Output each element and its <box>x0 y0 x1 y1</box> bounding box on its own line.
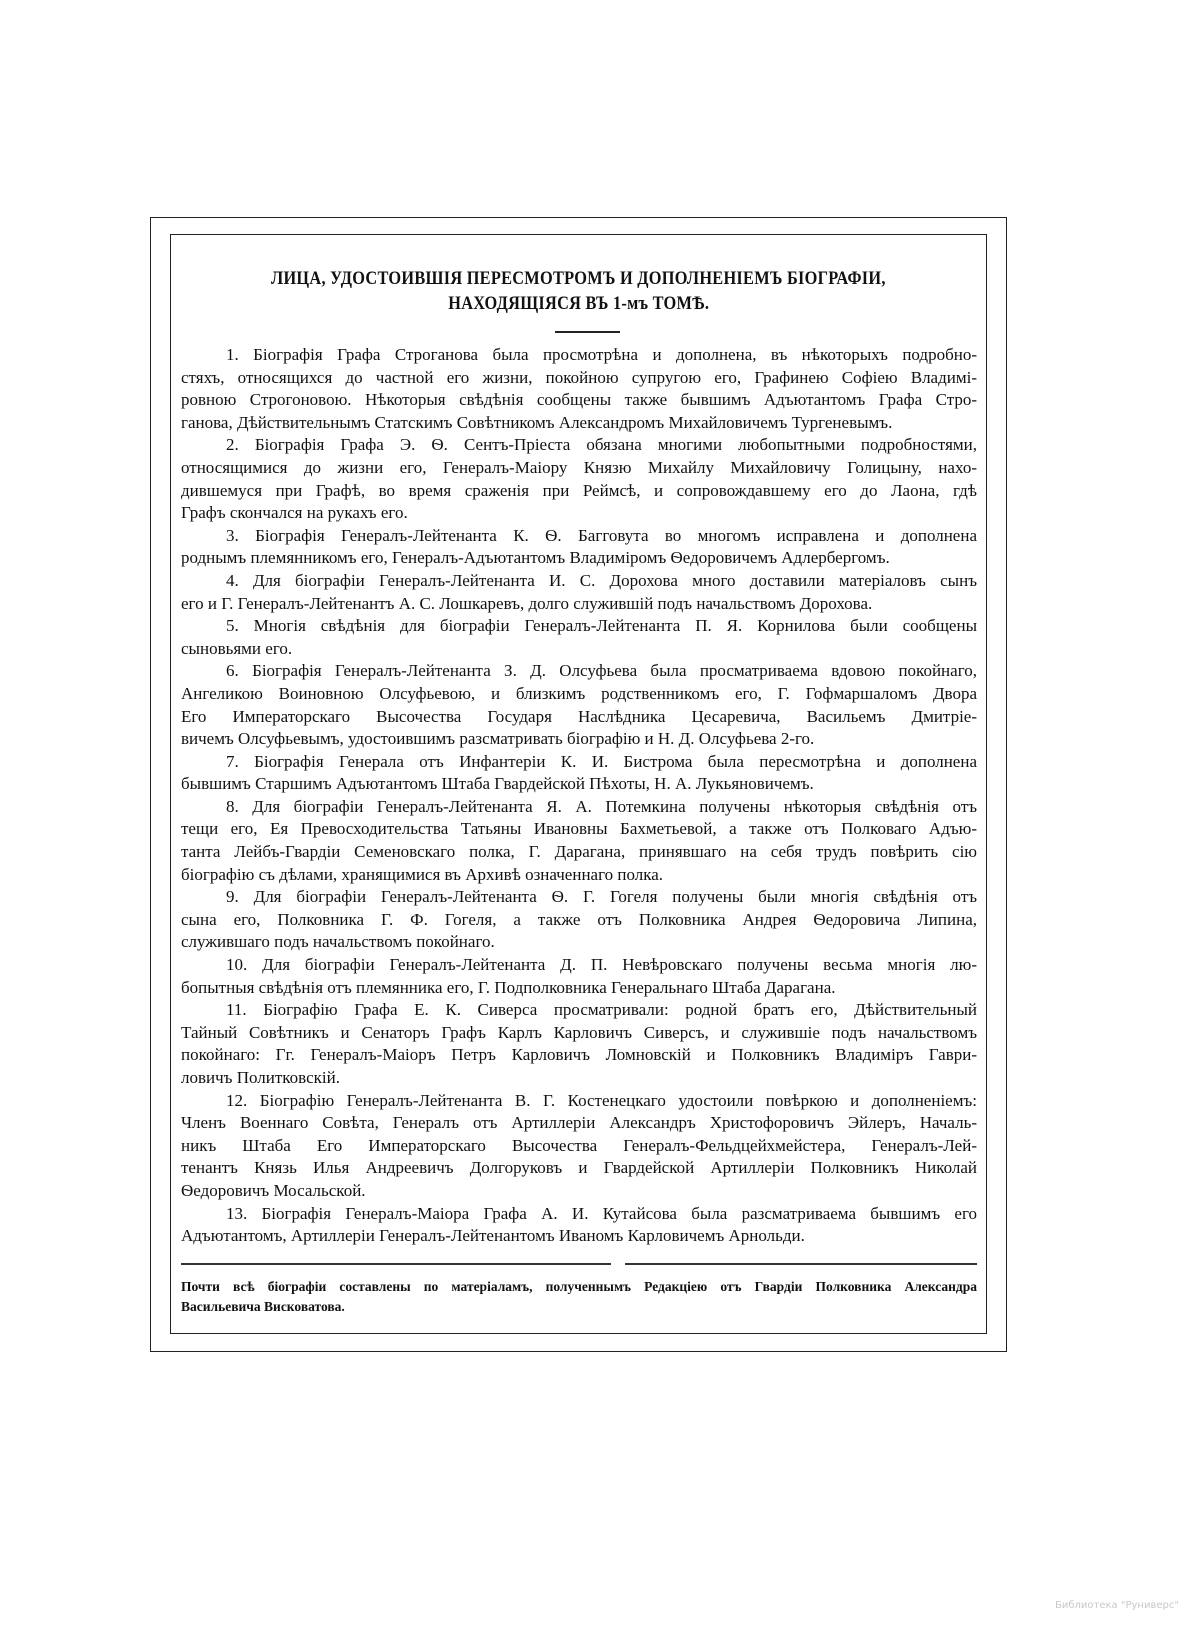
paragraph-line: 13. Біографія Генералъ-Маіора Графа А. И. Кутайсова была разсматриваема бывшимъ его <box>226 1203 977 1223</box>
paragraph-13 <box>181 1203 977 1248</box>
paragraph-line: относящимися до жизни его, Генералъ-Маіору Князю Михайлу Михайловичу Голицыну, нахо- <box>181 457 977 477</box>
paragraph-2 <box>181 434 977 524</box>
footer-divider-left <box>181 1263 611 1265</box>
paragraph-line: тещи его, Ея Превосходительства Татьяны Ивановны Бахметьевой, а также отъ Полковаго Адъю- <box>181 819 977 839</box>
paragraph-line: 10. Для біографіи Генералъ-Лейтенанта Д. П. Невѣровскаго получены весьма многія лю- <box>226 955 977 975</box>
footnote <box>181 1277 977 1317</box>
paragraph-line: его и Г. Генералъ-Лейтенантъ А. С. Лошкаревъ, долго служившій подъ начальствомъ Дорохова. <box>181 593 873 613</box>
paragraph-line: 1. Біографія Графа Строганова была просмотрѣна и дополнена, въ нѣкоторыхъ подробно- <box>226 345 977 364</box>
paragraph-3 <box>181 525 977 570</box>
paragraph-line: 12. Біографію Генералъ-Лейтенанта В. Г. Костенецкаго удостоили повѣркою и дополненіемъ: <box>226 1090 977 1110</box>
paragraph-line: 4. Для біографіи Генералъ-Лейтенанта И. С. Дорохова много доставили матеріаловъ сынъ <box>226 570 977 590</box>
page-title-line-1 <box>170 268 987 290</box>
paragraph-line: 11. Біографію Графа Е. К. Сиверса просматривали: родной братъ его, Дѣйствительный <box>226 1000 977 1020</box>
paragraph-line: Его Императорскаго Высочества Государя Наслѣдника Цесаревича, Васильемъ Дмитріе- <box>181 706 977 726</box>
paragraph-4 <box>181 570 977 615</box>
paragraph-line: вичемъ Олсуфьевымъ, удостоившимъ разсматривать біографію и Н. Д. Олсуфьева 2-го. <box>181 729 815 749</box>
paragraph-12 <box>181 1090 977 1203</box>
paragraph-line: дившемуся при Графѣ, во время сраженія при Реймсѣ, и сопровождавшему его до Лаона, гдѣ <box>181 480 977 500</box>
paragraph-9 <box>181 886 977 954</box>
paragraph-line: сына его, Полковника Г. Ф. Гогеля, а также отъ Полковника Андрея Ѳедоровича Липина, <box>181 909 977 929</box>
paragraph-6 <box>181 660 977 750</box>
paragraph-line: 7. Біографія Генерала отъ Инфантеріи К. И. Бистрома была пересмотрѣна и дополнена <box>226 751 977 771</box>
paragraph-line: 9. Для біографіи Генералъ-Лейтенанта Ѳ. Г. Гогеля получены были многія свѣдѣнія отъ <box>226 887 977 907</box>
paragraph-line: Графъ скончался на рукахъ его. <box>181 503 408 523</box>
paragraph-7 <box>181 751 977 796</box>
page-title-line-2 <box>170 293 987 315</box>
paragraph-line: покойнаго: Гг. Генералъ-Маіоръ Петръ Карловичъ Ломновскій и Полковникъ Владиміръ Гаври- <box>181 1045 977 1065</box>
document-body <box>181 344 977 1248</box>
paragraph-line: 2. Біографія Графа Э. Ѳ. Сентъ-Пріеста обязана многими любопытными подробностями, <box>226 435 977 455</box>
title-text-2: НАХОДЯЩІЯСЯ ВЪ 1-мъ ТОМѢ. <box>447 293 710 314</box>
title-divider <box>555 331 620 333</box>
paragraph-line: тенантъ Князь Илья Андреевичъ Долгоруковъ и Гвардейской Артиллеріи Полковникъ Николай <box>181 1158 977 1178</box>
paragraph-line: Тайный Совѣтникъ и Сенаторъ Графъ Карлъ Карловичъ Сиверсъ, и служившіе подъ начальствомъ <box>181 1022 977 1042</box>
paragraph-line: Адъютантомъ, Артиллеріи Генералъ-Лейтенантомъ Иваномъ Карловичемъ Арнольди. <box>181 1226 805 1246</box>
paragraph-line: сыновьями его. <box>181 638 293 658</box>
paragraph-line: 6. Біографія Генералъ-Лейтенанта З. Д. Олсуфьева была просматриваема вдовою покойнаго, <box>226 661 977 681</box>
footnote-line: Васильевича Висковатова. <box>181 1299 345 1314</box>
paragraph-line: ганова, Дѣйствительнымъ Статскимъ Совѣтникомъ Александромъ Михайловичемъ Тургеневымъ. <box>181 412 893 432</box>
paragraph-5 <box>181 615 977 660</box>
paragraph-line: бывшимъ Старшимъ Адъютантомъ Штаба Гвардейской Пѣхоты, Н. А. Лукьяновичемъ. <box>181 774 814 794</box>
paragraph-line: ровною Строгоновою. Нѣкоторыя свѣдѣнія сообщены также бывшимъ Адъютантомъ Графа Стро- <box>181 390 977 410</box>
footer-divider-right <box>625 1263 977 1265</box>
paragraph-line: служившаго подъ начальствомъ покойнаго. <box>181 932 495 952</box>
paragraph-line: ловичъ Политковскій. <box>181 1068 340 1087</box>
paragraph-line: Ѳедоровичъ Мосальской. <box>181 1180 366 1200</box>
paragraph-line: 3. Біографія Генералъ-Лейтенанта К. Ѳ. Багговута во многомъ исправлена и дополнена <box>226 525 977 545</box>
paragraph-line: танта Лейбъ-Гвардіи Семеновскаго полка, Г. Дарагана, принявшаго на себя трудъ повѣрить сію <box>181 842 977 862</box>
paragraph-line: стяхъ, относящихся до частной его жизни, покойною супругою его, Графинею Софіею Владимі- <box>181 367 977 387</box>
paragraph-line: никъ Штаба Его Императорскаго Высочества Генералъ-Фельдцейхмейстера, Генералъ-Лей- <box>181 1135 977 1155</box>
library-watermark: Библиотека "Руниверс" <box>1055 1600 1179 1611</box>
paragraph-8 <box>181 796 977 886</box>
paragraph-1 <box>181 344 977 434</box>
paragraph-line: 5. Многія свѣдѣнія для біографіи Генералъ-Лейтенанта П. Я. Корнилова были сообщены <box>226 616 977 636</box>
paragraph-line: бопытныя свѣдѣнія отъ племянника его, Г. Подполковника Генеральнаго Штаба Дарагана. <box>181 977 836 997</box>
paragraph-10 <box>181 954 977 999</box>
paragraph-line: роднымъ племянникомъ его, Генералъ-Адъютантомъ Владиміромъ Ѳедоровичемъ Адлербергомъ. <box>181 548 890 568</box>
paragraph-line: біографію съ дѣлами, хранящимися въ Архивѣ означеннаго полка. <box>181 864 664 884</box>
paragraph-11 <box>181 999 977 1089</box>
footnote-line: Почти всѣ біографіи составлены по матеріаламъ, полученнымъ Редакціею отъ Гвардіи Полковника Александра <box>181 1279 977 1294</box>
paragraph-line: 8. Для біографіи Генералъ-Лейтенанта Я. А. Потемкина получены нѣкоторыя свѣдѣнія отъ <box>226 796 977 816</box>
title-text-1: ЛИЦА, УДОСТОИВШІЯ ПЕРЕСМОТРОМЪ И ДОПОЛНЕНІЕМЪ БІОГРАФІИ, <box>271 268 886 289</box>
paragraph-line: Членъ Военнаго Совѣта, Генералъ отъ Артиллеріи Александръ Христофоровичъ Эйлеръ, Началь- <box>181 1113 977 1133</box>
paragraph-line: Ангеликою Воиновною Олсуфьевою, и близкимъ родственникомъ его, Г. Гофмаршаломъ Двора <box>181 683 977 703</box>
